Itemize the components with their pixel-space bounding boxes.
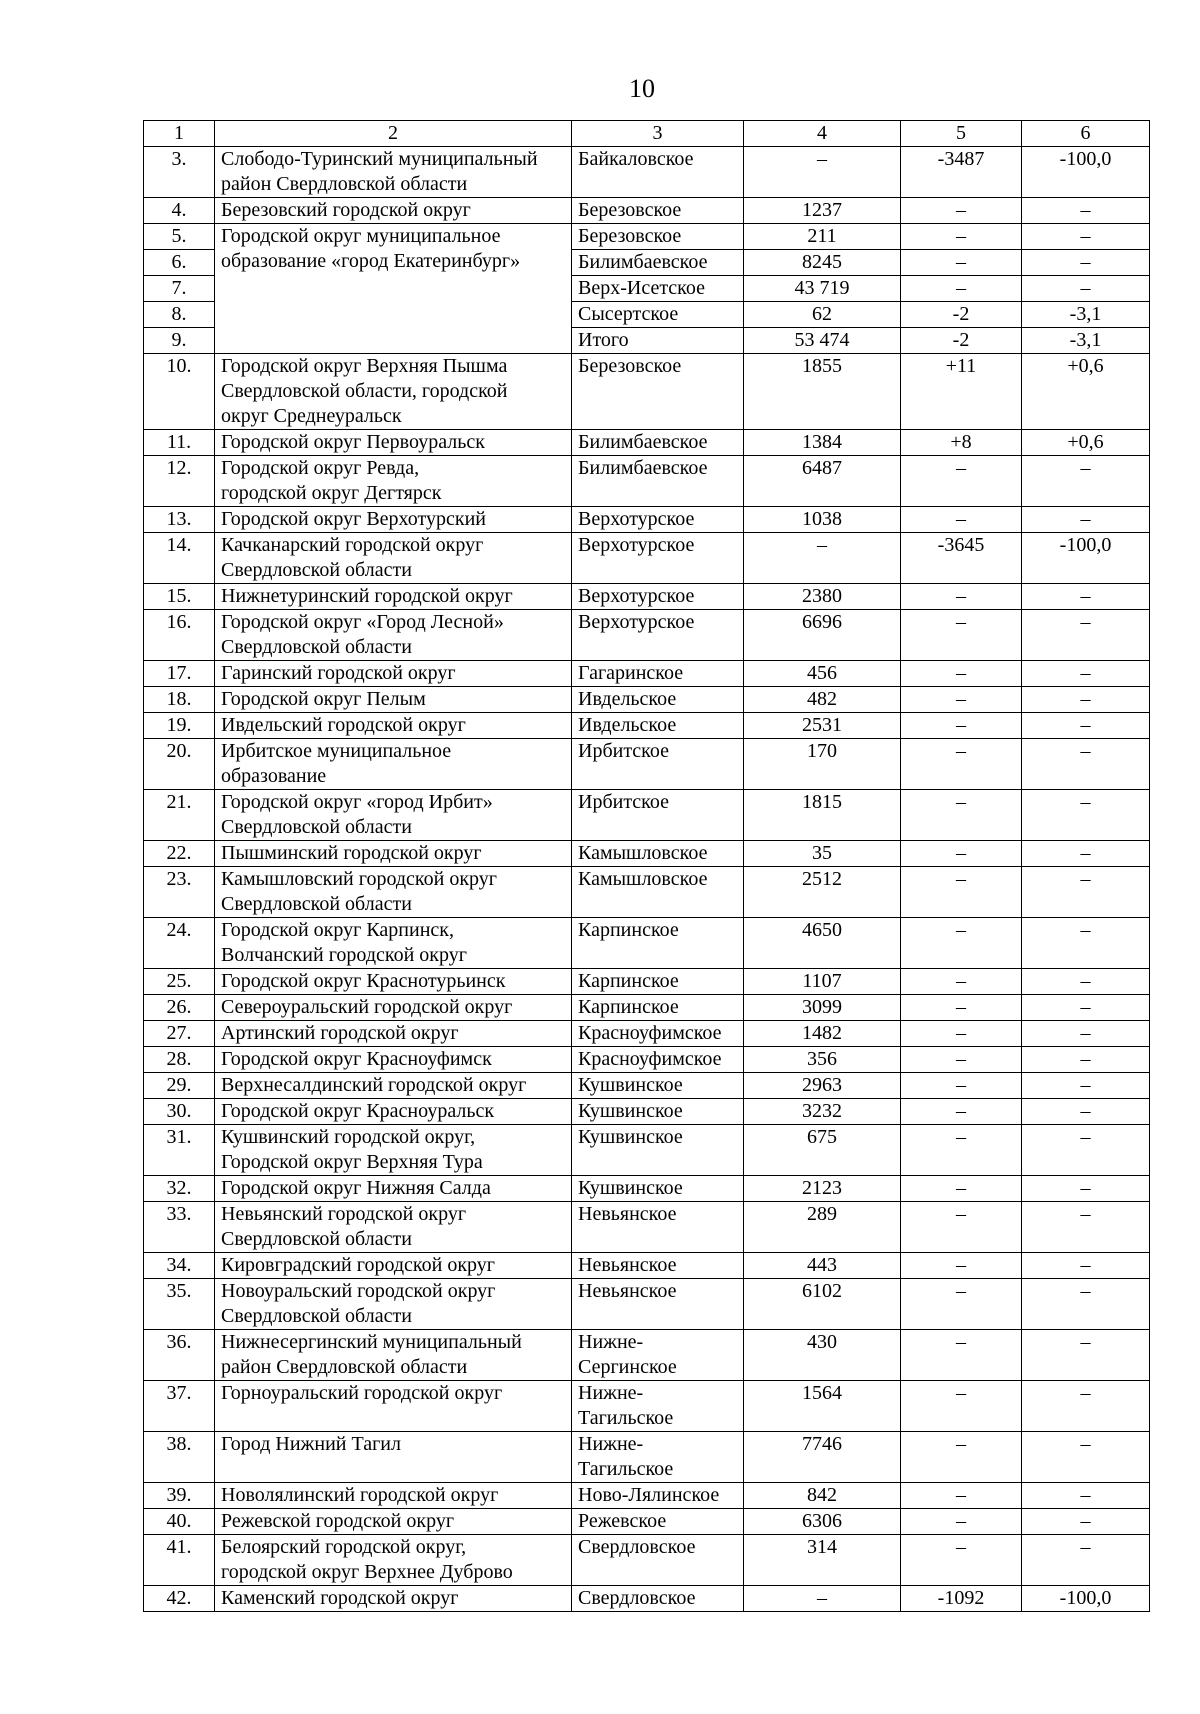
municipality-name: Невьянский городской округ Свердловской области — [215, 1202, 572, 1253]
municipality-name: Новоуральский городской округ Свердловской области — [215, 1279, 572, 1330]
data-table — [143, 120, 1150, 1612]
value-col-6: – — [1022, 1176, 1150, 1202]
municipality-name: Ирбитское муниципальное образование — [215, 739, 572, 790]
value-col-4: 170 — [744, 739, 901, 790]
value-col-6: – — [1022, 661, 1150, 687]
district-name: Свердловское — [572, 1586, 744, 1612]
table-row — [144, 713, 1150, 739]
value-col-4: 43 719 — [744, 276, 901, 302]
district-name: Ново-Лялинское — [572, 1483, 744, 1509]
municipality-name: Кировградский городской округ — [215, 1253, 572, 1279]
row-number: 36. — [144, 1330, 215, 1381]
table-row — [144, 456, 1150, 507]
municipality-name: Городской округ Пелым — [215, 687, 572, 713]
district-name: Сысертское — [572, 302, 744, 328]
table-row — [144, 533, 1150, 584]
row-number: 34. — [144, 1253, 215, 1279]
table-row — [144, 867, 1150, 918]
value-col-5: – — [901, 1125, 1022, 1176]
value-col-5: – — [901, 1202, 1022, 1253]
row-number: 16. — [144, 610, 215, 661]
municipality-name: Городской округ «город Ирбит» Свердловской области — [215, 790, 572, 841]
table-row — [144, 1381, 1150, 1432]
value-col-6: – — [1022, 918, 1150, 969]
value-col-4: 2512 — [744, 867, 901, 918]
value-col-5: – — [901, 1176, 1022, 1202]
table-row — [144, 661, 1150, 687]
value-col-6: – — [1022, 1381, 1150, 1432]
municipality-name: Нижнетуринский городской округ — [215, 584, 572, 610]
value-col-6: – — [1022, 1509, 1150, 1535]
district-name: Верхотурское — [572, 533, 744, 584]
value-col-6: – — [1022, 250, 1150, 276]
row-number: 13. — [144, 507, 215, 533]
value-col-6: – — [1022, 224, 1150, 250]
value-col-6: – — [1022, 739, 1150, 790]
value-col-6: – — [1022, 1125, 1150, 1176]
value-col-6: -100,0 — [1022, 147, 1150, 198]
value-col-6: – — [1022, 1535, 1150, 1586]
district-name: Ирбитское — [572, 739, 744, 790]
value-col-5: – — [901, 1381, 1022, 1432]
row-number: 17. — [144, 661, 215, 687]
row-number: 30. — [144, 1099, 215, 1125]
table-row — [144, 1330, 1150, 1381]
value-col-4: 443 — [744, 1253, 901, 1279]
value-col-6: -100,0 — [1022, 1586, 1150, 1612]
value-col-4: 1482 — [744, 1021, 901, 1047]
district-name: Карпинское — [572, 918, 744, 969]
municipality-name: Пышминский городской округ — [215, 841, 572, 867]
value-col-4: 1038 — [744, 507, 901, 533]
value-col-5: – — [901, 739, 1022, 790]
district-name: Билимбаевское — [572, 430, 744, 456]
value-col-5: – — [901, 1021, 1022, 1047]
value-col-6: +0,6 — [1022, 354, 1150, 430]
value-col-5: – — [901, 1432, 1022, 1483]
district-name: Карпинское — [572, 969, 744, 995]
district-name: Кушвинское — [572, 1176, 744, 1202]
district-name: Невьянское — [572, 1202, 744, 1253]
value-col-6: – — [1022, 1073, 1150, 1099]
district-name: Режевское — [572, 1509, 744, 1535]
district-name: Итого — [572, 328, 744, 354]
table-row — [144, 1021, 1150, 1047]
value-col-6: -3,1 — [1022, 328, 1150, 354]
value-col-6: – — [1022, 713, 1150, 739]
value-col-6: – — [1022, 456, 1150, 507]
value-col-4: 6306 — [744, 1509, 901, 1535]
row-number: 6. — [144, 250, 215, 276]
table-row — [144, 1253, 1150, 1279]
row-number: 35. — [144, 1279, 215, 1330]
row-number: 28. — [144, 1047, 215, 1073]
table-row — [144, 1176, 1150, 1202]
table-row — [144, 1535, 1150, 1586]
row-number: 11. — [144, 430, 215, 456]
row-number: 23. — [144, 867, 215, 918]
table-row — [144, 198, 1150, 224]
value-col-5: – — [901, 969, 1022, 995]
municipality-name: Артинский городской округ — [215, 1021, 572, 1047]
value-col-4: – — [744, 1586, 901, 1612]
value-col-4: 356 — [744, 1047, 901, 1073]
municipality-name: Городской округ Карпинск, Волчанский городской округ — [215, 918, 572, 969]
municipality-name: Каменский городской округ — [215, 1586, 572, 1612]
value-col-5: +11 — [901, 354, 1022, 430]
municipality-name: Город Нижний Тагил — [215, 1432, 572, 1483]
municipality-name: Городской округ Нижняя Салда — [215, 1176, 572, 1202]
value-col-4: 6487 — [744, 456, 901, 507]
value-col-4: 6696 — [744, 610, 901, 661]
value-col-5: – — [901, 250, 1022, 276]
row-number: 33. — [144, 1202, 215, 1253]
value-col-4: 675 — [744, 1125, 901, 1176]
table-row — [144, 1125, 1150, 1176]
row-number: 40. — [144, 1509, 215, 1535]
district-name: Билимбаевское — [572, 456, 744, 507]
table-row — [144, 841, 1150, 867]
row-number: 19. — [144, 713, 215, 739]
row-number: 18. — [144, 687, 215, 713]
table-header — [144, 121, 1150, 147]
value-col-6: – — [1022, 841, 1150, 867]
row-number: 20. — [144, 739, 215, 790]
table-row — [144, 1432, 1150, 1483]
value-col-5: – — [901, 867, 1022, 918]
value-col-4: 482 — [744, 687, 901, 713]
row-number: 41. — [144, 1535, 215, 1586]
value-col-5: -3645 — [901, 533, 1022, 584]
value-col-6: -100,0 — [1022, 533, 1150, 584]
municipality-name: Режевской городской округ — [215, 1509, 572, 1535]
value-col-5: – — [901, 995, 1022, 1021]
value-col-6: – — [1022, 1253, 1150, 1279]
municipality-name: Городской округ Верхотурский — [215, 507, 572, 533]
table-row — [144, 147, 1150, 198]
value-col-6: – — [1022, 507, 1150, 533]
value-col-4: 1855 — [744, 354, 901, 430]
district-name: Кушвинское — [572, 1125, 744, 1176]
value-col-4: 6102 — [744, 1279, 901, 1330]
value-col-4: 1815 — [744, 790, 901, 841]
value-col-6: – — [1022, 1330, 1150, 1381]
row-number: 24. — [144, 918, 215, 969]
value-col-5: – — [901, 1330, 1022, 1381]
value-col-5: – — [901, 584, 1022, 610]
value-col-5: – — [901, 1509, 1022, 1535]
value-col-4: 53 474 — [744, 328, 901, 354]
municipality-name: Городской округ Красноуфимск — [215, 1047, 572, 1073]
table-row — [144, 584, 1150, 610]
table-row — [144, 1509, 1150, 1535]
municipality-name: Городской округ Верхняя Пышма Свердловской области, городской округ Среднеуральск — [215, 354, 572, 430]
table-row — [144, 507, 1150, 533]
row-number: 42. — [144, 1586, 215, 1612]
municipality-name: Городской округ муниципальное образование «город Екатеринбург» — [215, 224, 572, 354]
district-name: Березовское — [572, 224, 744, 250]
row-number: 38. — [144, 1432, 215, 1483]
value-col-6: +0,6 — [1022, 430, 1150, 456]
municipality-name: Городской округ Ревда, городской округ Дегтярск — [215, 456, 572, 507]
row-number: 25. — [144, 969, 215, 995]
value-col-4: 1564 — [744, 1381, 901, 1432]
district-name: Кушвинское — [572, 1073, 744, 1099]
municipality-name: Ивдельский городской округ — [215, 713, 572, 739]
value-col-6: – — [1022, 610, 1150, 661]
value-col-4: 62 — [744, 302, 901, 328]
table-row — [144, 918, 1150, 969]
value-col-4: 1107 — [744, 969, 901, 995]
header-cell: 5 — [901, 121, 1022, 147]
table-row — [144, 1586, 1150, 1612]
district-name: Березовское — [572, 198, 744, 224]
district-name: Нижне- Сергинское — [572, 1330, 744, 1381]
municipality-name: Городской округ «Город Лесной» Свердловской области — [215, 610, 572, 661]
header-cell: 6 — [1022, 121, 1150, 147]
table-row — [144, 1099, 1150, 1125]
district-name: Невьянское — [572, 1279, 744, 1330]
value-col-4: 842 — [744, 1483, 901, 1509]
table-row — [144, 739, 1150, 790]
district-name: Камышловское — [572, 841, 744, 867]
table-row — [144, 354, 1150, 430]
value-col-6: -3,1 — [1022, 302, 1150, 328]
value-col-5: – — [901, 918, 1022, 969]
value-col-5: – — [901, 713, 1022, 739]
value-col-5: – — [901, 841, 1022, 867]
value-col-4: 3232 — [744, 1099, 901, 1125]
row-number: 10. — [144, 354, 215, 430]
municipality-name: Горноуральский городской округ — [215, 1381, 572, 1432]
value-col-4: 2963 — [744, 1073, 901, 1099]
value-col-5: – — [901, 1535, 1022, 1586]
value-col-6: – — [1022, 1483, 1150, 1509]
district-name: Березовское — [572, 354, 744, 430]
row-number: 21. — [144, 790, 215, 841]
value-col-5: – — [901, 1099, 1022, 1125]
table-row — [144, 969, 1150, 995]
district-name: Верхотурское — [572, 584, 744, 610]
value-col-6: – — [1022, 1432, 1150, 1483]
row-number: 3. — [144, 147, 215, 198]
district-name: Невьянское — [572, 1253, 744, 1279]
value-col-4: 456 — [744, 661, 901, 687]
value-col-4: 2123 — [744, 1176, 901, 1202]
municipality-name: Кушвинский городской округ, Городской округ Верхняя Тура — [215, 1125, 572, 1176]
value-col-5: – — [901, 198, 1022, 224]
municipality-name: Верхнесалдинский городской округ — [215, 1073, 572, 1099]
value-col-5: – — [901, 1073, 1022, 1099]
page-number: 10 — [629, 74, 655, 103]
municipality-name: Нижнесергинский муниципальный район Свердловской области — [215, 1330, 572, 1381]
value-col-6: – — [1022, 790, 1150, 841]
municipality-name: Городской округ Первоуральск — [215, 430, 572, 456]
district-name: Кушвинское — [572, 1099, 744, 1125]
district-name: Верх-Исетское — [572, 276, 744, 302]
value-col-4: 4650 — [744, 918, 901, 969]
row-number: 15. — [144, 584, 215, 610]
value-col-4: 289 — [744, 1202, 901, 1253]
municipality-name: Слободо-Туринский муниципальный район Свердловской области — [215, 147, 572, 198]
header-cell: 4 — [744, 121, 901, 147]
header-cell: 2 — [215, 121, 572, 147]
value-col-6: – — [1022, 584, 1150, 610]
value-col-5: – — [901, 661, 1022, 687]
table-row — [144, 687, 1150, 713]
district-name: Байкаловское — [572, 147, 744, 198]
row-number: 4. — [144, 198, 215, 224]
row-number: 9. — [144, 328, 215, 354]
district-name: Верхотурское — [572, 507, 744, 533]
district-name: Нижне- Тагильское — [572, 1381, 744, 1432]
row-number: 39. — [144, 1483, 215, 1509]
table-row — [144, 1202, 1150, 1253]
header-cell: 3 — [572, 121, 744, 147]
value-col-4: 430 — [744, 1330, 901, 1381]
value-col-6: – — [1022, 1047, 1150, 1073]
header-cell: 1 — [144, 121, 215, 147]
value-col-5: -1092 — [901, 1586, 1022, 1612]
municipality-name: Березовский городской округ — [215, 198, 572, 224]
value-col-5: – — [901, 687, 1022, 713]
value-col-5: – — [901, 224, 1022, 250]
row-number: 14. — [144, 533, 215, 584]
value-col-5: – — [901, 1047, 1022, 1073]
municipality-name: Городской округ Краснотурьинск — [215, 969, 572, 995]
district-name: Карпинское — [572, 995, 744, 1021]
district-name: Красноуфимское — [572, 1047, 744, 1073]
value-col-4: 2531 — [744, 713, 901, 739]
district-name: Свердловское — [572, 1535, 744, 1586]
value-col-5: – — [901, 1253, 1022, 1279]
table-row — [144, 1073, 1150, 1099]
value-col-6: – — [1022, 276, 1150, 302]
value-col-4: 1237 — [744, 198, 901, 224]
value-col-4: – — [744, 533, 901, 584]
district-name: Верхотурское — [572, 610, 744, 661]
value-col-4: 314 — [744, 1535, 901, 1586]
value-col-5: – — [901, 456, 1022, 507]
value-col-5: – — [901, 790, 1022, 841]
value-col-5: – — [901, 610, 1022, 661]
table-row — [144, 1279, 1150, 1330]
table-row — [144, 610, 1150, 661]
value-col-6: – — [1022, 198, 1150, 224]
value-col-6: – — [1022, 687, 1150, 713]
row-number: 26. — [144, 995, 215, 1021]
value-col-6: – — [1022, 1202, 1150, 1253]
row-number: 5. — [144, 224, 215, 250]
table-row — [144, 790, 1150, 841]
row-number: 22. — [144, 841, 215, 867]
value-col-4: 2380 — [744, 584, 901, 610]
municipality-name: Североуральский городской округ — [215, 995, 572, 1021]
value-col-4: 1384 — [744, 430, 901, 456]
value-col-6: – — [1022, 1021, 1150, 1047]
row-number: 8. — [144, 302, 215, 328]
row-number: 29. — [144, 1073, 215, 1099]
municipality-name: Новолялинский городской округ — [215, 1483, 572, 1509]
district-name: Камышловское — [572, 867, 744, 918]
municipality-name: Качканарский городской округ Свердловской области — [215, 533, 572, 584]
value-col-6: – — [1022, 1099, 1150, 1125]
table-row — [144, 1483, 1150, 1509]
row-number: 7. — [144, 276, 215, 302]
row-number: 31. — [144, 1125, 215, 1176]
district-name: Красноуфимское — [572, 1021, 744, 1047]
district-name: Нижне- Тагильское — [572, 1432, 744, 1483]
table-row — [144, 430, 1150, 456]
row-number: 32. — [144, 1176, 215, 1202]
value-col-4: 7746 — [744, 1432, 901, 1483]
value-col-5: – — [901, 1483, 1022, 1509]
value-col-6: – — [1022, 969, 1150, 995]
value-col-4: – — [744, 147, 901, 198]
municipality-name: Камышловский городской округ Свердловской области — [215, 867, 572, 918]
value-col-6: – — [1022, 995, 1150, 1021]
table-row — [144, 995, 1150, 1021]
value-col-5: -2 — [901, 302, 1022, 328]
municipality-name: Гаринский городской округ — [215, 661, 572, 687]
value-col-6: – — [1022, 867, 1150, 918]
row-number: 12. — [144, 456, 215, 507]
value-col-4: 8245 — [744, 250, 901, 276]
value-col-5: – — [901, 276, 1022, 302]
municipality-name: Городской округ Красноуральск — [215, 1099, 572, 1125]
value-col-5: -2 — [901, 328, 1022, 354]
value-col-5: -3487 — [901, 147, 1022, 198]
municipality-name: Белоярский городской округ, городской округ Верхнее Дуброво — [215, 1535, 572, 1586]
district-name: Ивдельское — [572, 687, 744, 713]
value-col-4: 211 — [744, 224, 901, 250]
table-body — [144, 147, 1150, 1612]
district-name: Ивдельское — [572, 713, 744, 739]
table-row — [144, 224, 1150, 250]
value-col-5: +8 — [901, 430, 1022, 456]
value-col-5: – — [901, 1279, 1022, 1330]
district-name: Билимбаевское — [572, 250, 744, 276]
value-col-4: 35 — [744, 841, 901, 867]
value-col-4: 3099 — [744, 995, 901, 1021]
value-col-6: – — [1022, 1279, 1150, 1330]
district-name: Гагаринское — [572, 661, 744, 687]
row-number: 37. — [144, 1381, 215, 1432]
district-name: Ирбитское — [572, 790, 744, 841]
table-row — [144, 1047, 1150, 1073]
value-col-5: – — [901, 507, 1022, 533]
row-number: 27. — [144, 1021, 215, 1047]
header-row — [144, 121, 1150, 147]
